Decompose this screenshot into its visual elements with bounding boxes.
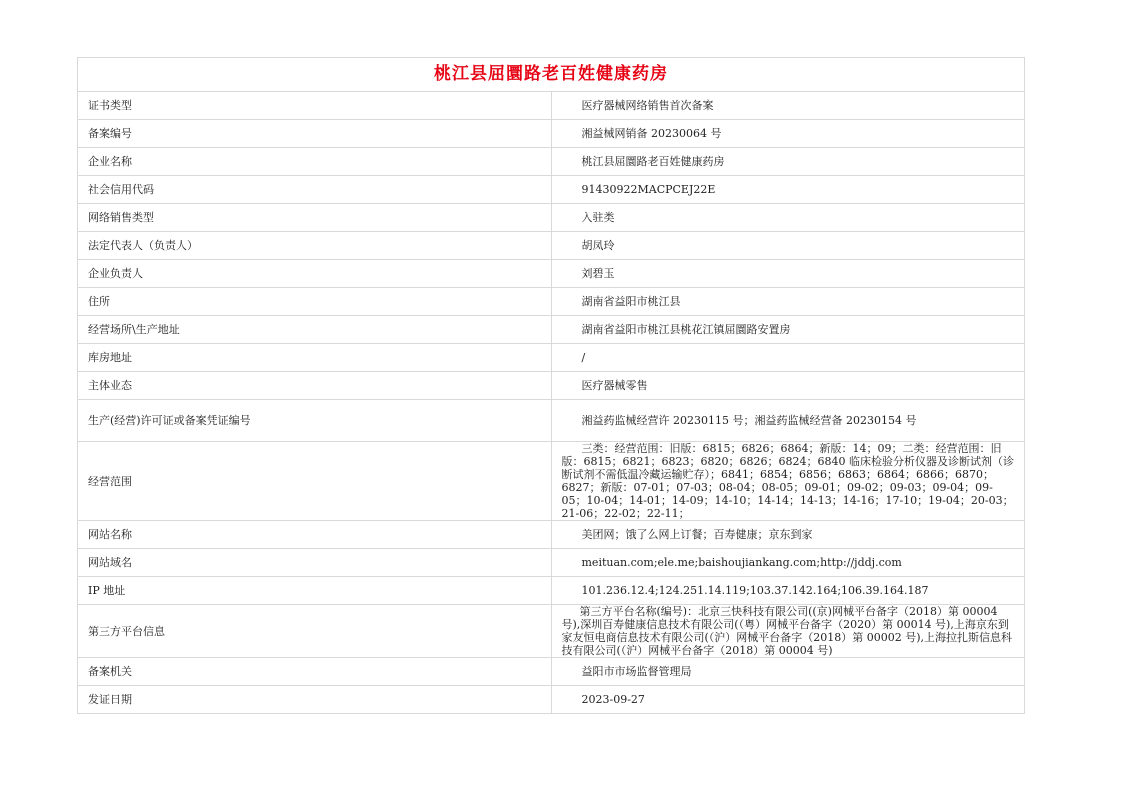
- field-value: 湖南省益阳市桃江县桃花江镇屈圜路安置房: [551, 316, 1025, 344]
- field-label: 网站名称: [78, 521, 552, 549]
- field-value: 三类：经营范围：旧版：6815；6826；6864；新版：14；09；二类：经营范围：旧版：6815；6821；6823；6820；6826；6824；6840 临床检验分析仪器及诊断试剂（诊断试剂不需低温冷藏运输贮存）；6841；6854；6856；6863；6864；6866；6870；6827；新版：07-01；07-03；08-04；08-05；09-01；09-02；09-03；09-04；09-05；10-04；14-01；14-09；14-10；14-14；14-13；14-16；17-10；19-04；20-03；21-06；22-02；22-11；: [551, 442, 1025, 521]
- table-row: [78, 549, 1025, 577]
- table-row: [78, 344, 1025, 372]
- field-value: /: [551, 344, 1025, 372]
- table-row: [78, 204, 1025, 232]
- title-row: [78, 58, 1025, 92]
- field-value: 湘益械网销备 20230064 号: [551, 120, 1025, 148]
- field-label: 生产(经营)许可证或备案凭证编号: [78, 400, 552, 442]
- field-label: 住所: [78, 288, 552, 316]
- record-table: [77, 57, 1025, 714]
- table-row: [78, 176, 1025, 204]
- field-label: 证书类型: [78, 92, 552, 120]
- table-row: [78, 400, 1025, 442]
- field-label: 法定代表人（负责人）: [78, 232, 552, 260]
- field-label: 主体业态: [78, 372, 552, 400]
- table-row: [78, 372, 1025, 400]
- field-label: 库房地址: [78, 344, 552, 372]
- field-label: 备案机关: [78, 658, 552, 686]
- table-row: [78, 92, 1025, 120]
- field-value: 医疗器械零售: [551, 372, 1025, 400]
- field-value: 湘益药监械经营许 20230115 号；湘益药监械经营备 20230154 号: [551, 400, 1025, 442]
- field-label: 发证日期: [78, 686, 552, 714]
- table-row: [78, 232, 1025, 260]
- field-value: 益阳市市场监督管理局: [551, 658, 1025, 686]
- table-row: [78, 658, 1025, 686]
- field-label: 经营范围: [78, 442, 552, 521]
- field-value: 桃江县屈圜路老百姓健康药房: [551, 148, 1025, 176]
- table-row: [78, 577, 1025, 605]
- field-label: 社会信用代码: [78, 176, 552, 204]
- field-value: 医疗器械网络销售首次备案: [551, 92, 1025, 120]
- field-label: 网络销售类型: [78, 204, 552, 232]
- table-row: [78, 260, 1025, 288]
- field-value: 入驻类: [551, 204, 1025, 232]
- table-row: [78, 288, 1025, 316]
- table-row: [78, 120, 1025, 148]
- field-value: 2023-09-27: [551, 686, 1025, 714]
- table-row: [78, 521, 1025, 549]
- field-value: 湖南省益阳市桃江县: [551, 288, 1025, 316]
- table-row: [78, 316, 1025, 344]
- table-row: [78, 686, 1025, 714]
- field-label: 企业负责人: [78, 260, 552, 288]
- field-value: 第三方平台名称(编号)：北京三快科技有限公司((京)网械平台备字（2018）第 00004 号),深圳百寿健康信息技术有限公司(（粤）网械平台备字（2020）第 00014 号),上海京东到家友恒电商信息技术有限公司(（沪）网械平台备字（2018）第 00002 号),上海拉扎斯信息科技有限公司(（沪）网械平台备字（2018）第 00004 号): [551, 605, 1025, 658]
- table-row: [78, 605, 1025, 658]
- field-value: 101.236.12.4;124.251.14.119;103.37.142.164;106.39.164.187: [551, 577, 1025, 605]
- field-label: 网站域名: [78, 549, 552, 577]
- page-title: 桃江县屈圜路老百姓健康药房: [78, 58, 1025, 92]
- field-value: 91430922MACPCEJ22E: [551, 176, 1025, 204]
- field-label: 企业名称: [78, 148, 552, 176]
- table-row: [78, 442, 1025, 521]
- field-label: 第三方平台信息: [78, 605, 552, 658]
- field-label: 经营场所\生产地址: [78, 316, 552, 344]
- table-row: [78, 148, 1025, 176]
- field-value: meituan.com;ele.me;baishoujiankang.com;http://jddj.com: [551, 549, 1025, 577]
- field-value: 刘碧玉: [551, 260, 1025, 288]
- field-value: 美团网；饿了么网上订餐；百寿健康；京东到家: [551, 521, 1025, 549]
- field-label: IP 地址: [78, 577, 552, 605]
- field-label: 备案编号: [78, 120, 552, 148]
- field-value: 胡凤玲: [551, 232, 1025, 260]
